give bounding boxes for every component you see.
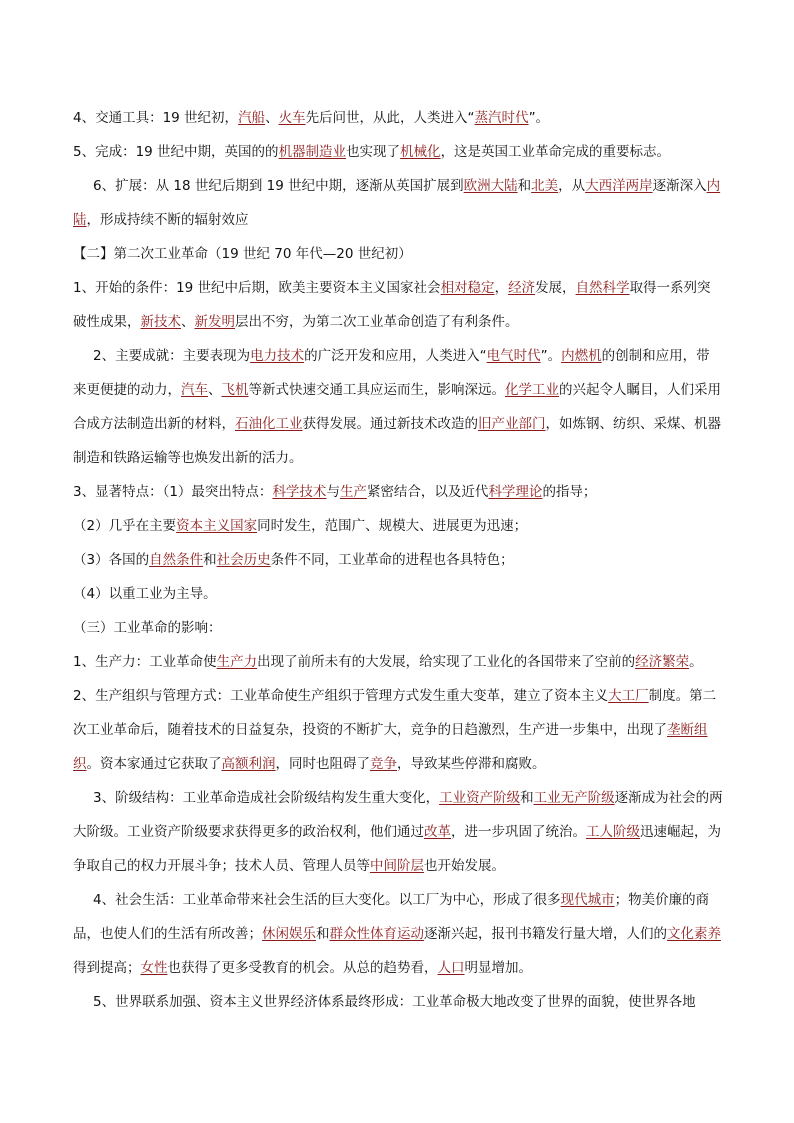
underlined-term: 大工厂 [608,688,649,704]
underlined-term: 改革 [424,824,451,840]
p-world [73,985,723,1019]
underlined-term: 文化素养 [667,926,721,942]
p-heading-3 [73,611,723,645]
underlined-term: 工业资产阶级 [439,790,521,806]
underlined-term: 新技术 [140,314,181,330]
text-segment: 明显增加。 [464,960,532,976]
text-segment: ，从 [558,178,586,194]
underlined-term: 机械化 [400,144,441,160]
text-segment: 同时发生，范围广、规模大、进展更为迅速； [257,518,528,534]
underlined-term: 生产力 [216,654,258,670]
text-segment: 1、开始的条件：19 世纪中后期，欧美主要资本主义国家社会 [73,280,441,296]
p-heading-2 [73,237,723,271]
text-segment: 与 [326,484,340,500]
text-segment: 5、世界联系加强、资本主义世界经济体系最终形成：工业革命极大地改变了世界的面貌，使世界各地 [93,994,696,1010]
p-feature-4 [73,577,723,611]
text-segment: ，这是英国工业革命完成的重要标志。 [440,144,671,160]
underlined-term: 自然条件 [149,552,204,568]
underlined-term: 内燃机 [561,348,602,364]
text-segment: 的指导； [542,484,597,500]
underlined-term: 社会历史 [216,552,271,568]
text-segment: 的广泛开发和应用，人类进入“ [304,348,487,364]
text-segment: 4、社会生活：工业革命带来社会生活的巨大变化。以工厂为中心，形成了很多 [93,892,561,908]
text-segment: 的兴起令人瞩目，人们采用合成方法制造出新的材料， [73,382,721,432]
underlined-term: 相对稳定 [440,280,495,296]
underlined-term: 欧洲大陆 [463,178,518,194]
text-segment: 、 [265,110,279,126]
p-feature-3 [73,543,723,577]
underlined-term: 女性 [140,960,168,976]
text-segment: （4）以重工业为主导。 [73,586,217,602]
p-complete [73,135,723,169]
text-segment: 的创制和应用，带来更便捷的动力， [73,348,710,398]
p-social [73,883,723,985]
underlined-term: 汽船 [238,110,266,126]
text-segment: ；物美价廉的商品，也使人们的生活有所改善； [73,892,710,942]
text-segment: 和 [316,926,330,942]
text-segment: 出现了前所未有的大发展，给实现了工业化的各国带来了空前的 [257,654,636,670]
p-traffic [73,101,723,135]
underlined-term: 科学理论 [488,484,543,500]
text-segment: 3、阶级结构：工业革命造成社会阶级结构发生重大变化， [93,790,440,806]
text-segment: （三）工业革命的影响： [73,620,222,636]
underlined-term: 新发明 [194,314,235,330]
underlined-term: 电力技术 [250,348,305,364]
text-segment: 3、显著特点：（1）最突出特点： [73,484,273,500]
underlined-term: 北美 [531,178,559,194]
text-segment: 【二】第二次工业革命（19 世纪 70 年代—20 世纪初） [73,246,412,262]
p-class [73,781,723,883]
text-segment: 紧密结合，以及近代 [366,484,489,500]
text-segment: 5、完成：19 世纪中期，英国的的 [73,144,279,160]
text-segment: 层出不穷，为第二次工业革命创造了有利条件。 [235,314,519,330]
text-segment: 等新式快速交通工具应运而生，影响深远。 [248,382,505,398]
text-segment: （2）几乎在主要 [73,518,177,534]
p-organization [73,679,723,781]
text-segment: ”。 [540,348,562,364]
text-segment: 先后问世，从此，人类进入“ [305,110,475,126]
text-segment: 2、生产组织与管理方式：工业革命使生产组织于管理方式发生重大变革，建立了资本主义 [73,688,609,704]
text-segment: 、 [208,382,222,398]
p-expand [73,169,723,237]
underlined-term: 蒸汽时代 [474,110,529,126]
underlined-term: 中间阶层 [370,858,424,874]
text-segment: 制度。第二次工业革命后，随着技术的日益复杂，投资的不断扩大，竞争的日趋激烈，生产进一步集中，出现了 [73,688,717,738]
text-segment: 4、交通工具：19 世纪初， [73,110,239,126]
underlined-term: 化学工业 [505,382,559,398]
text-segment: 迅速崛起，为争取自己的权力开展斗争；技术人员、管理人员等 [73,824,721,874]
text-segment: ，如炼钢、纺织、采煤、机器制造和铁路运输等也焕发出新的活力。 [73,416,721,466]
text-segment: 逐渐深入 [652,178,707,194]
text-segment: ，导致某些停滞和腐败。 [397,756,546,772]
text-segment: 获得发展。通过新技术改造的 [302,416,478,432]
text-segment: 条件不同，工业革命的进程也各具特色； [270,552,514,568]
text-segment: 发展， [535,280,576,296]
text-segment: ，进一步巩固了统治。 [451,824,586,840]
text-segment: ， [494,280,509,296]
underlined-term: 内陆 [73,178,721,228]
underlined-term: 石油化工业 [235,416,303,432]
underlined-term: 自然科学 [575,280,630,296]
underlined-term: 电气时代 [486,348,541,364]
text-segment: 和 [520,790,534,806]
text-segment: ，同时也阻碍了 [275,756,370,772]
underlined-term: 火车 [278,110,306,126]
text-segment: 和 [203,552,217,568]
underlined-term: 经济繁荣 [635,654,690,670]
p-feature-2 [73,509,723,543]
text-segment: ”。 [528,110,550,126]
underlined-term: 工业无产阶级 [533,790,615,806]
text-segment: 1、生产力：工业革命使 [73,654,217,670]
underlined-term: 生产 [339,484,367,500]
text-segment: 取得一系列突破性成果， [73,280,711,330]
text-segment: 逐渐兴起，报刊书籍发行量大增，人们的 [424,926,667,942]
text-segment: 逐渐成为社会的两大阶级。工业资产阶级要求获得更多的政治权利，他们通过 [73,790,723,840]
underlined-term: 机器制造业 [278,144,347,160]
underlined-term: 高额利润 [221,756,276,772]
underlined-term: 大西洋两岸 [585,178,653,194]
underlined-term: 旧产业部门 [478,416,546,432]
document-body [73,101,723,1019]
underlined-term: 经济 [508,280,536,296]
underlined-term: 垄断组织 [73,722,708,772]
underlined-term: 群众性体育运动 [329,926,424,942]
text-segment: 2、主要成就：主要表现为 [93,348,251,364]
p-features [73,475,723,509]
underlined-term: 竞争 [370,756,397,772]
p-conditions [73,271,723,339]
underlined-term: 汽车 [181,382,208,398]
text-segment: 也实现了 [346,144,401,160]
text-segment: 。 [689,654,703,670]
text-segment: （3）各国的 [73,552,150,568]
underlined-term: 飞机 [221,382,249,398]
text-segment: 也开始发展。 [424,858,505,874]
text-segment: 6、扩展：从 18 世纪后期到 19 世纪中期，逐渐从英国扩展到 [93,178,464,194]
text-segment: 也获得了更多受教育的机会。从总的趋势看， [167,960,438,976]
text-segment: 。资本家通过它获取了 [86,756,222,772]
text-segment: 得到提高； [73,960,141,976]
p-productivity [73,645,723,679]
underlined-term: 休闲娱乐 [262,926,316,942]
underlined-term: 人口 [437,960,465,976]
text-segment: 和 [517,178,532,194]
p-achievements [73,339,723,475]
underlined-term: 现代城市 [560,892,615,908]
text-segment: 、 [181,314,195,330]
underlined-term: 科学技术 [272,484,327,500]
underlined-term: 资本主义国家 [176,518,258,534]
underlined-term: 工人阶级 [586,824,640,840]
text-segment: ，形成持续不断的辐射效应 [86,212,249,228]
